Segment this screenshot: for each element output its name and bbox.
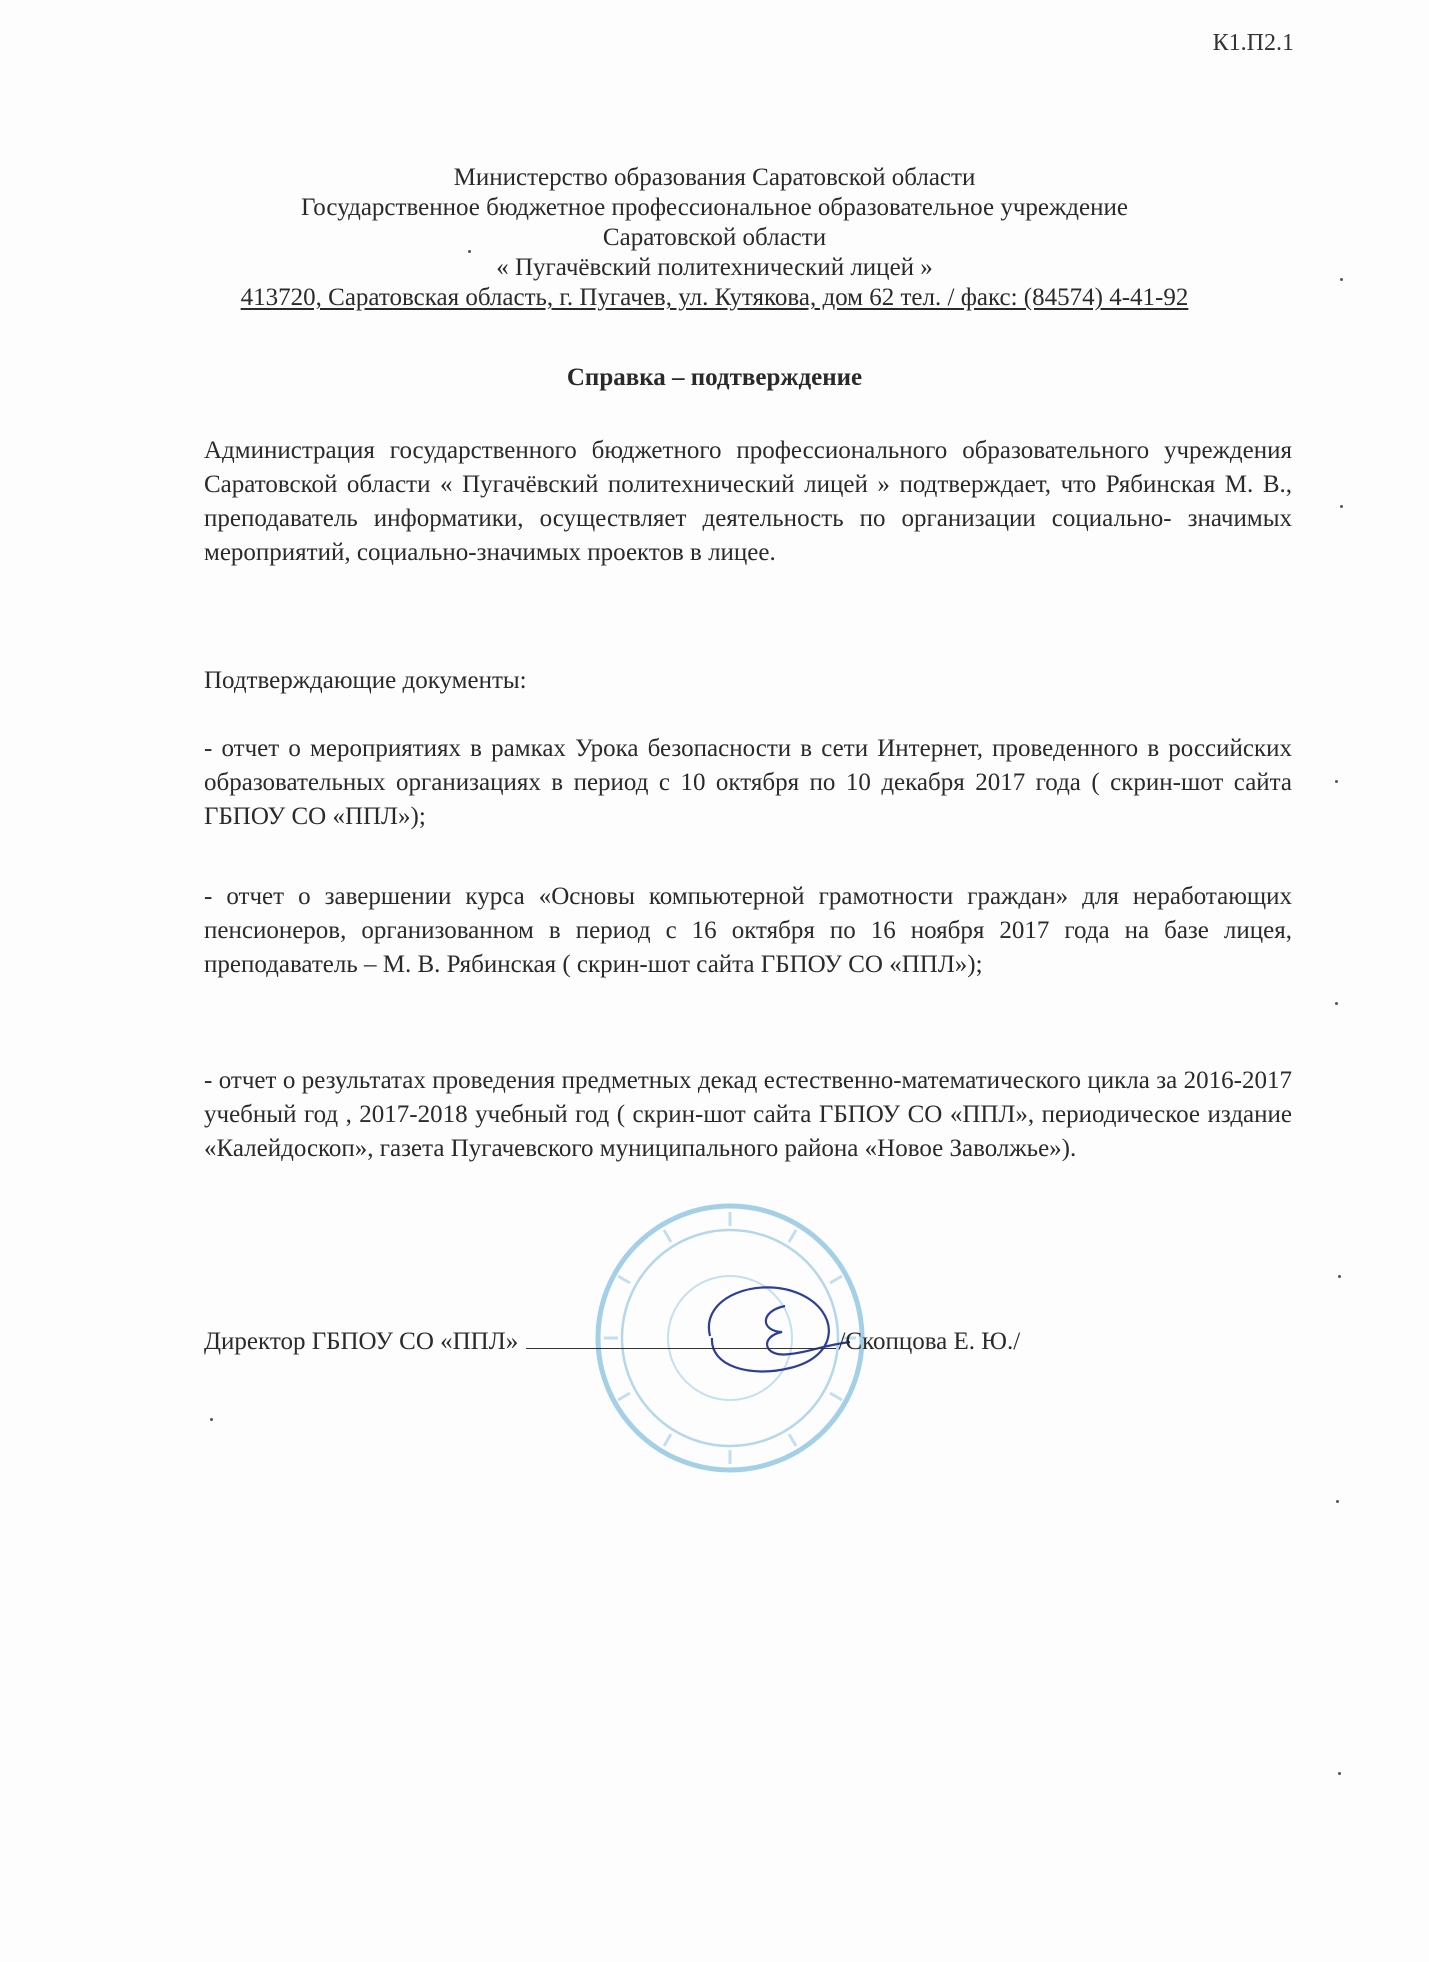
institution-address: 413720, Саратовская область, г. Пугачев, ул. Кутякова, дом 62 тел. / факс: (84574) 4-41-92: [240, 284, 1189, 311]
confirmation-paragraph: Администрация государственного бюджетного профессионального образовательного учреждения Саратовской области « Пугачёвский политехнический лицей » подтверждает, что Рябинская М. В., преподаватель информатики, осуществляет деятельность по организации социально- значимых мероприятий, социально-значимых проектов в лицее.: [204, 437, 1292, 566]
ministry-name: Министерство образования Саратовской области: [453, 164, 976, 191]
scan-speck: [1340, 505, 1343, 508]
scan-speck: [1338, 1772, 1341, 1775]
signature-block: [204, 1326, 1020, 1356]
document-code: К1.П2.1: [1212, 30, 1294, 56]
scan-speck: [1335, 1002, 1338, 1005]
scan-speck: [1335, 780, 1338, 783]
scan-speck: [1336, 1500, 1339, 1503]
director-name: /Скопцова Е. Ю./: [838, 1328, 1021, 1355]
document-title: Справка – подтверждение: [566, 364, 863, 391]
institution-line-1: Государственное бюджетное профессиональное образовательное учреждение: [301, 194, 1128, 221]
scan-speck: [1340, 278, 1343, 281]
letterhead: [0, 163, 1429, 313]
supporting-documents-label: Подтверждающие документы:: [204, 667, 527, 694]
scan-speck: [468, 250, 471, 253]
supporting-document-item: - отчет о результатах проведения предметных декад естественно-математического цикла за 2016-2017 учебный год , 2017-2018 учебный год ( скрин-шот сайта ГБПОУ СО «ППЛ», периодическое издание «Калейдоскоп», газета Пугачевского муниципального района «Новое Заволжье»).: [204, 1067, 1292, 1162]
scan-speck: [210, 1418, 213, 1421]
supporting-document-item: - отчет о завершении курса «Основы компьютерной грамотности граждан» для неработающих пенсионеров, организованном в период с 16 октября по 16 ноября 2017 года на базе лицея, преподаватель – М. В. Рябинская ( скрин-шот сайта ГБПОУ СО «ППЛ»);: [204, 883, 1292, 978]
institution-line-2: Саратовской области: [602, 224, 827, 251]
director-position: Директор ГБПОУ СО «ППЛ»: [204, 1328, 519, 1355]
scan-speck: [1338, 1275, 1341, 1278]
signature-line: [526, 1326, 836, 1349]
institution-name: « Пугачёвский политехнический лицей »: [496, 254, 933, 281]
supporting-document-item: - отчет о мероприятиях в рамках Урока безопасности в сети Интернет, проведенного в российских образовательных организациях в период с 10 октября по 10 декабря 2017 года ( скрин-шот сайта ГБПОУ СО «ППЛ»);: [204, 735, 1292, 830]
